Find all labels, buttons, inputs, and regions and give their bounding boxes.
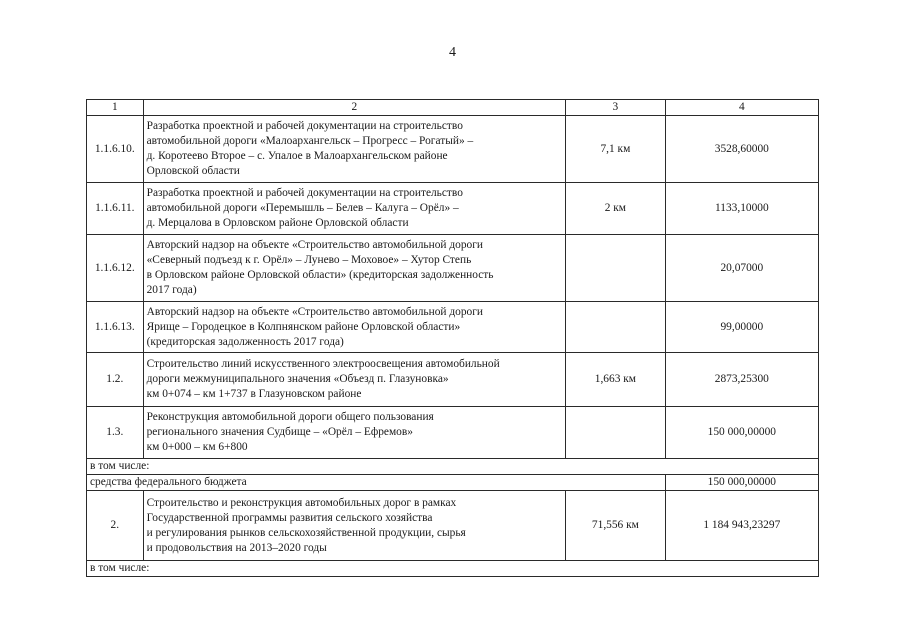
data-table [86,99,819,577]
row-amount: 1 184 943,23297 [665,491,818,561]
table-row [87,353,819,407]
row-quantity [566,302,666,353]
desc-line: в Орловском районе Орловской области» (кредиторская задолженность [146,269,494,281]
including-note: в том числе: [87,459,819,475]
row-number: 1.2. [87,353,144,407]
row-quantity [566,407,666,459]
desc-line: д. Мерцалова в Орловском районе Орловской области [146,217,409,229]
federal-budget-amount: 150 000,00000 [665,475,818,491]
row-number: 1.3. [87,407,144,459]
desc-line: Разработка проектной и рабочей документации на строительство [146,120,463,132]
federal-budget-row [87,475,819,491]
desc-line: (кредиторская задолженность 2017 года) [146,335,344,348]
row-quantity: 2 км [566,183,666,235]
table-row [87,302,819,353]
row-quantity [566,235,666,302]
desc-line: км 0+074 – км 1+737 в Глазуновском районе [146,388,362,400]
header-col-1: 1 [87,100,144,116]
row-description [143,302,566,353]
table-note-row [87,459,819,475]
row-amount: 99,00000 [665,302,818,353]
table-header-row [87,100,819,116]
row-number: 2. [87,491,144,561]
table-row [87,235,819,302]
row-amount: 3528,60000 [665,116,818,183]
table-row [87,183,819,235]
row-description [143,491,566,561]
desc-line: 2017 года) [146,284,197,296]
desc-line: дороги межмуниципального значения «Объезд п. Глазуновка» [146,373,449,385]
header-col-4: 4 [665,100,818,116]
row-quantity: 7,1 км [566,116,666,183]
table-note-row [87,561,819,577]
desc-line: Строительство и реконструкция автомобильных дорог в рамках [146,496,457,509]
desc-line: и продовольствия на 2013–2020 годы [146,541,327,554]
row-description [143,235,566,302]
desc-line: и регулирования рынков сельскохозяйственной продукции, сырья [146,526,466,539]
header-col-3: 3 [566,100,666,116]
desc-line: регионального значения Судбище – «Орёл – Ефремов» [146,426,413,438]
desc-line: км 0+000 – км 6+800 [146,441,248,453]
desc-line: Разработка проектной и рабочей документации на строительство [146,187,463,199]
row-quantity: 1,663 км [566,353,666,407]
desc-line: Строительство линий искусственного электроосвещения автомобильной [146,358,500,370]
desc-line: Орловской области [146,165,240,177]
desc-line: «Северный подъезд к г. Орёл» – Лунево – Моховое» – Хутор Степь [146,254,472,266]
row-description [143,116,566,183]
row-description [143,183,566,235]
row-number: 1.1.6.11. [87,183,144,235]
desc-line: Государственной программы развития сельского хозяйства [146,511,433,524]
row-number: 1.1.6.10. [87,116,144,183]
row-amount: 2873,25300 [665,353,818,407]
row-amount: 1133,10000 [665,183,818,235]
table-row [87,491,819,561]
row-description [143,407,566,459]
desc-line: Реконструкция автомобильной дороги общего пользования [146,411,434,423]
row-number: 1.1.6.13. [87,302,144,353]
header-col-2: 2 [143,100,566,116]
federal-budget-label: средства федерального бюджета [87,475,666,491]
desc-line: д. Коротеево Второе – с. Упалое в Малоархангельском районе [146,150,448,162]
page-number: 4 [449,45,456,60]
row-amount: 20,07000 [665,235,818,302]
table-row [87,116,819,183]
row-amount: 150 000,00000 [665,407,818,459]
table-row [87,407,819,459]
row-number: 1.1.6.12. [87,235,144,302]
desc-line: автомобильной дороги «Перемышль – Белев – Калуга – Орёл» – [146,202,459,214]
including-note: в том числе: [87,561,819,577]
desc-line: Ярище – Городецкое в Колпнянском районе Орловской области» [146,320,461,333]
desc-line: автомобильной дороги «Малоархангельск – Прогресс – Рогатый» – [146,135,474,147]
row-quantity: 71,556 км [566,491,666,561]
desc-line: Авторский надзор на объекте «Строительство автомобильной дороги [146,239,483,251]
desc-line: Авторский надзор на объекте «Строительство автомобильной дороги [146,305,483,318]
row-description [143,353,566,407]
